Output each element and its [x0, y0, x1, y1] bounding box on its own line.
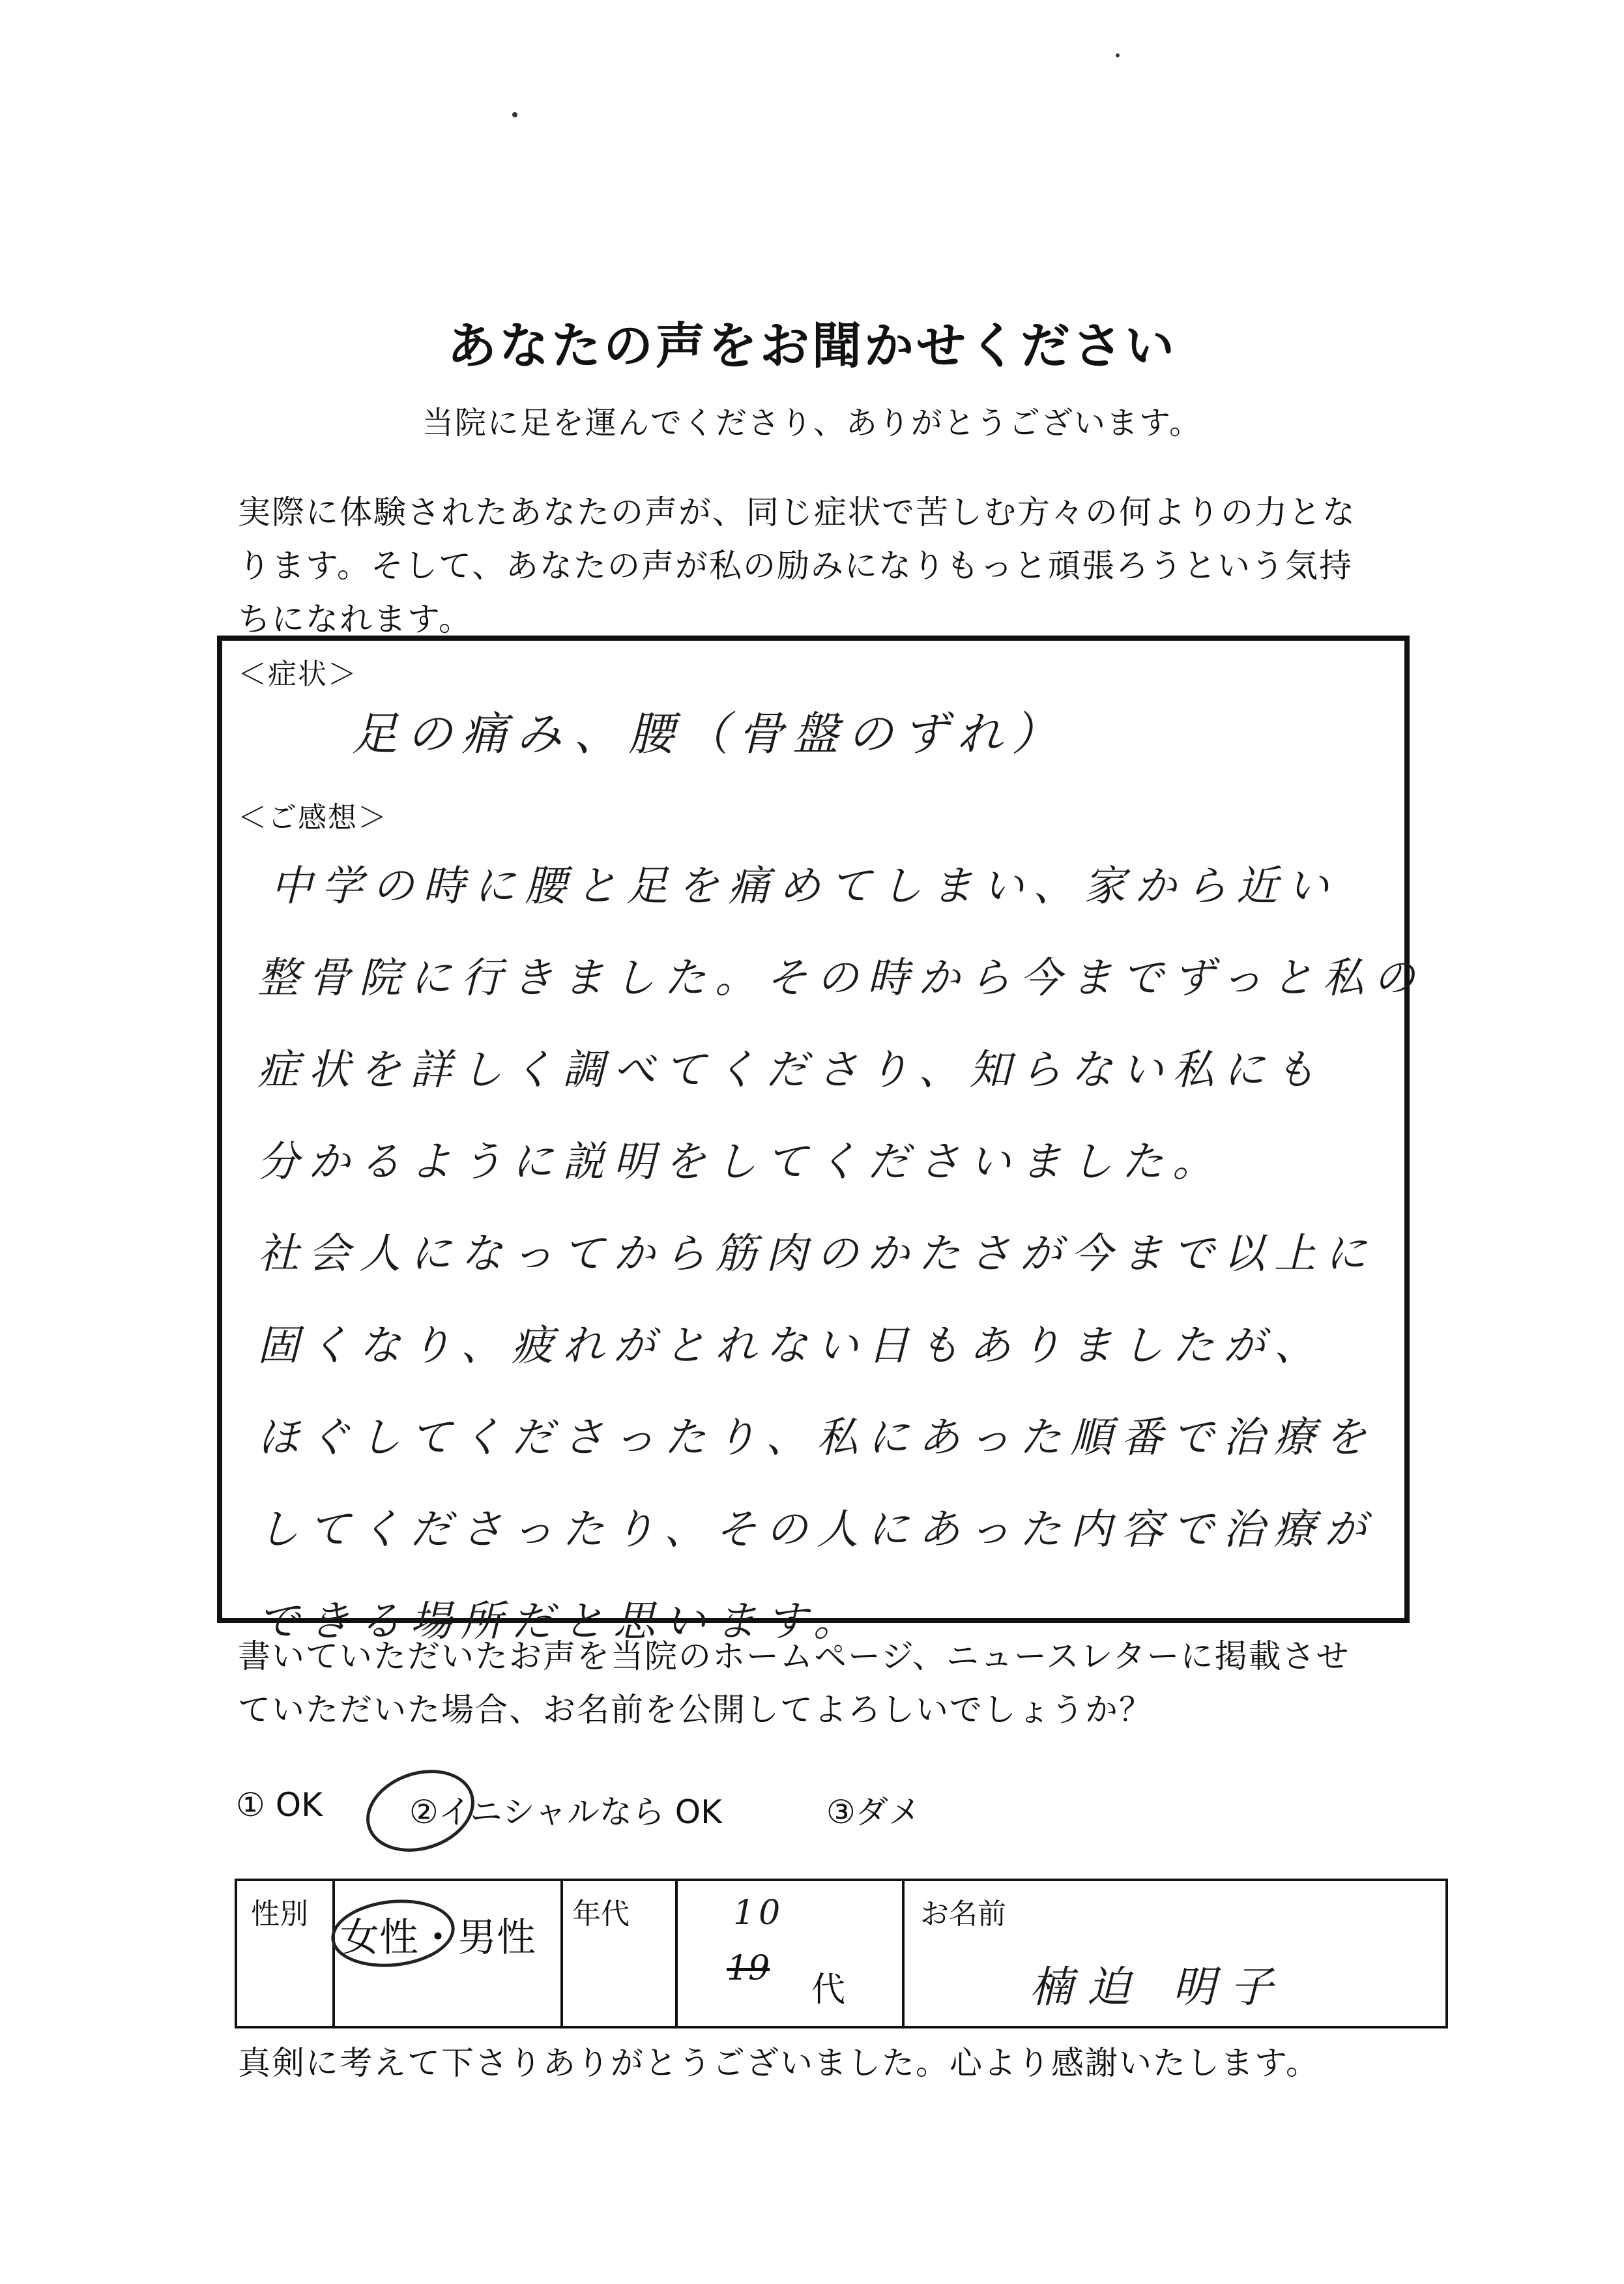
gender-separator: ・: [418, 1915, 457, 1961]
page-title: あなたの声をお聞かせください: [447, 317, 1177, 375]
symptom-label: ＜症状＞: [238, 658, 358, 691]
age-value: 10: [733, 1894, 785, 1933]
consent-line: ていただいた場合、お名前を公開してよろしいでしょうか？: [238, 1691, 1153, 1729]
comment-line: ほぐしてくださったり、私にあった順番で治療を: [257, 1414, 1376, 1462]
comment-text: [257, 841, 1425, 1668]
age-label: 年代: [572, 1897, 630, 1931]
comment-line: 分かるように説明をしてくださいました。: [257, 1138, 1223, 1186]
comment-line: 中学の時に腰と足を痛めてしまい、家から近い: [270, 862, 1338, 911]
intro-line: ちになれます。: [238, 600, 472, 638]
page-subtitle: 当院に足を運んでくださり、ありがとうございます。: [422, 405, 1202, 441]
option-initial-ok[interactable]: ②イニシャルなら OK: [409, 1793, 722, 1831]
comment-line: できる場所だと思います。: [257, 1598, 864, 1646]
intro-paragraph: [238, 486, 1411, 646]
age-suffix: 代: [811, 1970, 846, 2010]
comment-line: 社会人になってから筋肉のかたさが今まで以上に: [257, 1230, 1376, 1278]
name-label: お名前: [920, 1897, 1006, 1931]
gender-male[interactable]: 男性: [457, 1915, 536, 1961]
comment-line: 整骨院に行きました。その時から今までずっと私の: [257, 954, 1425, 1003]
gender-female[interactable]: 女性: [340, 1915, 418, 1961]
consent-question: [238, 1630, 1411, 1736]
comment-line: してくださったり、その人にあった内容で治療が: [257, 1506, 1376, 1554]
intro-line: 実際に体験されたあなたの声が、同じ症状で苦しむ方々の何よりの力とな: [238, 493, 1356, 531]
name-value: 楠迫 明子: [1030, 1962, 1287, 2012]
comment-label: ＜ご感想＞: [238, 801, 388, 834]
intro-line: ります。そして、あなたの声が私の励みになりもっと頑張ろうという気持: [238, 547, 1353, 585]
gender-label: 性別: [251, 1897, 308, 1931]
option-ok[interactable]: ① OK: [236, 1786, 323, 1824]
option-no[interactable]: ③ダメ: [826, 1793, 921, 1831]
comment-line: 症状を詳しく調べてくださり、知らない私にも: [257, 1046, 1325, 1094]
age-struck: 19: [727, 1949, 770, 1988]
speck-mark: [512, 112, 517, 117]
consent-line: 書いていただいたお声を当院のホームページ、ニュースレターに掲載させ: [238, 1637, 1350, 1675]
speck-mark: [1116, 53, 1120, 57]
closing-message: 真剣に考えて下さりありがとうございました。心より感謝いたします。: [238, 2044, 1320, 2082]
symptom-text: 足の痛み、腰（骨盤のずれ）: [352, 707, 1067, 761]
comment-line: 固くなり、疲れがとれない日もありましたが、: [257, 1322, 1325, 1370]
